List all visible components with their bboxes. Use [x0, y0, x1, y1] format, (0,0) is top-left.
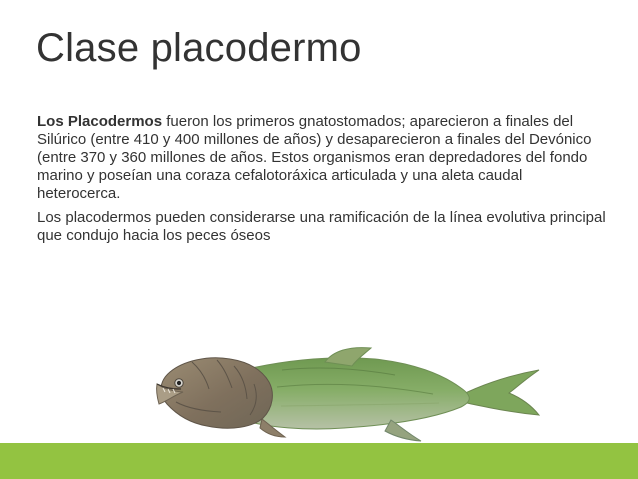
placoderm-fish-illustration [139, 339, 542, 443]
footer-accent-bar [0, 443, 638, 479]
paragraph-1 [37, 113, 607, 203]
paragraph-1-bold: Los Placodermos [37, 113, 163, 130]
page-title: Clase placodermo [36, 26, 362, 70]
slide-body [37, 113, 607, 245]
paragraph-2: Los placodermos pueden considerarse una ramificación de la línea evolutiva principal que condujo hacia los peces óseos [37, 209, 606, 244]
paragraph-1-text: fueron los primeros gnatostomados; aparecieron a finales del Silúrico (entre 410 y 400 millones de años) y desaparecieron a finales del Devónico (entre 370 y 360 millones de años. Estos organismos eran depredadores del fondo marino y poseían una coraza cefalotoráxica articulada y una aleta caudal heterocerca. [37, 113, 592, 202]
